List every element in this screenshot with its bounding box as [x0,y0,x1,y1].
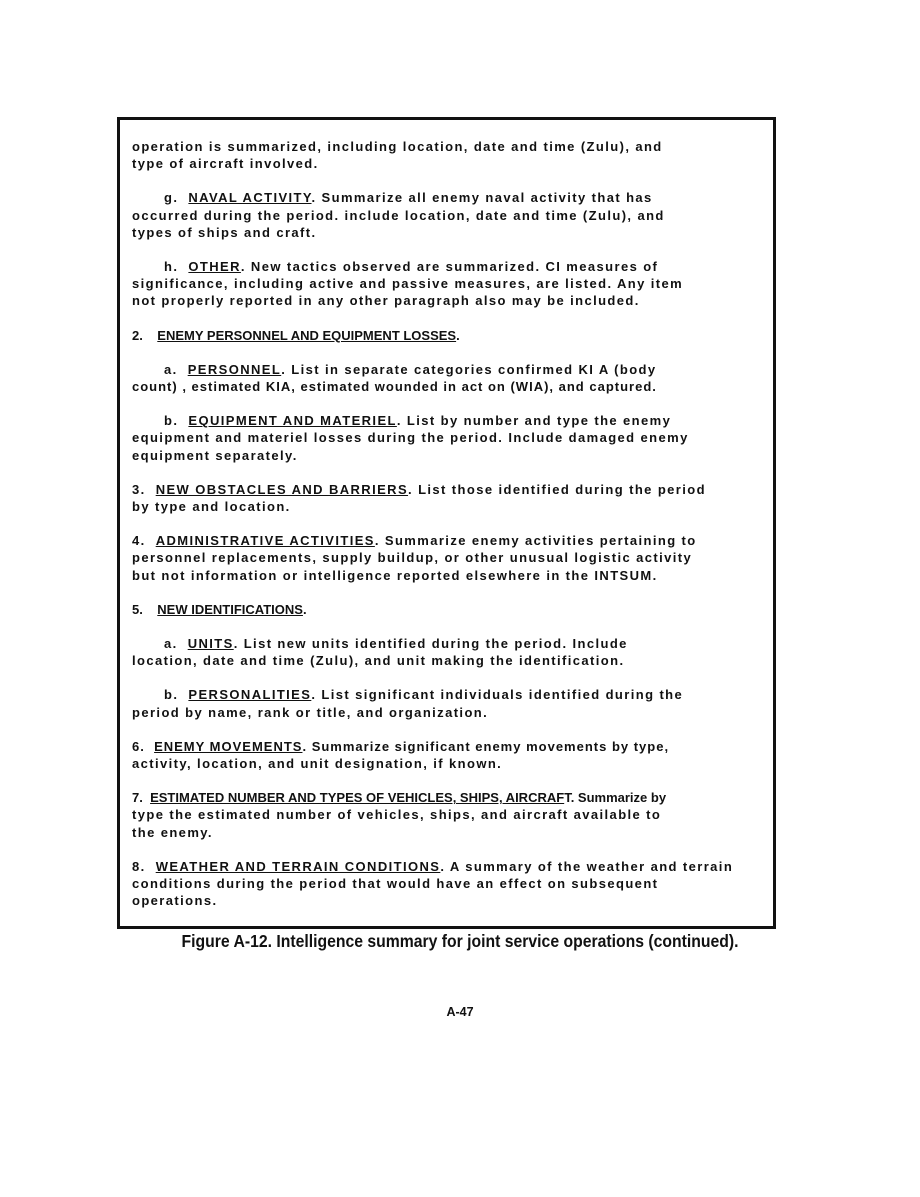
heading-personnel: PERSONNEL [187,361,282,377]
section-6-first-line: 6. ENEMY MOVEMENTS. Summarize significant enemy movements by type, [132,738,670,754]
section-number: 4. [132,533,146,549]
intro-line: operation is summarized, including location, date and time (Zulu), and [132,139,663,154]
heading-other: OTHER [188,259,241,275]
paragraph-h-first-line: h. OTHER. New tactics observed are summarized. CI measures of [164,259,659,275]
paragraph-line: count) , estimated KIA, estimated wounded in act on (WIA), and captured. [132,379,657,395]
heading-units: UNITS [187,636,234,652]
frame-content [132,138,757,910]
section-number: 3. [132,481,146,497]
heading-new-identifications: NEW IDENTIFICATIONS [157,601,303,617]
document-frame [117,117,776,929]
heading-enemy-losses: ENEMY PERSONNEL AND EQUIPMENT LOSSES [157,327,457,343]
paragraph-line: not properly reported in any other paragraph also may be included. [132,293,640,309]
section-4-first-line: 4. ADMINISTRATIVE ACTIVITIES. Summarize enemy activities pertaining to [132,533,697,549]
section-3-first-line: 3. NEW OBSTACLES AND BARRIERS. List those identified during the period [132,481,706,497]
paragraph-line: personnel replacements, supply buildup, or other unusual logistic activity [132,550,693,566]
paragraph-5a-first-line: a. UNITS. List new units identified during the period. Include [164,636,628,652]
item-label: b. [164,687,179,703]
section-number: 6. [132,738,145,754]
intro-line: type of aircraft involved. [132,156,319,172]
item-label: a. [164,361,178,377]
item-label: b. [164,413,179,429]
heading-naval-activity: NAVAL ACTIVITY [188,190,312,206]
paragraph-line: period by name, rank or title, and organization. [132,704,489,720]
figure-caption: Figure A-12. Intelligence summary for joint service operations (continued). [181,931,739,951]
page-number: A-47 [446,1005,474,1019]
section-number: 5. [132,601,143,617]
paragraph-line: type the estimated number of vehicles, ships, and aircraft available to [132,807,662,823]
heading-personalities: PERSONALITIES [188,687,312,703]
paragraph-line: conditions during the period that would have an effect on subsequent [132,876,659,892]
section-number: 8. [132,858,146,874]
paragraph-line: significance, including active and passive measures, are listed. Any item [132,276,684,292]
section-number: 2. [132,327,143,343]
heading-equipment-materiel: EQUIPMENT AND MATERIEL [188,413,397,429]
section-7-first-line: 7. ESTIMATED NUMBER AND TYPES OF VEHICLES, SHIPS, AIRCRAFT. Summarize by [132,790,667,806]
item-label: a. [164,636,178,652]
paragraph-g-first-line: g. NAVAL ACTIVITY. Summarize all enemy naval activity that has [164,190,653,206]
section-number: 7. [132,790,143,806]
paragraph-line: types of ships and craft. [132,224,317,240]
paragraph-line: by type and location. [132,499,291,515]
paragraph-line: location, date and time (Zulu), and unit making the identification. [132,653,625,669]
heading-estimated-number: ESTIMATED NUMBER AND TYPES OF VEHICLES, SHIPS, AIRCRAF [150,790,565,806]
paragraph-line: activity, location, and unit designation, if known. [132,756,503,772]
paragraph-2a-first-line: a. PERSONNEL. List in separate categories confirmed KI A (body [164,361,657,377]
paragraph-line: the enemy. [132,824,213,840]
section-5-heading: 5. NEW IDENTIFICATIONS. [132,601,307,617]
heading-obstacles-barriers: NEW OBSTACLES AND BARRIERS [155,481,409,497]
heading-administrative-activities: ADMINISTRATIVE ACTIVITIES [155,533,375,549]
section-8-first-line: 8. WEATHER AND TERRAIN CONDITIONS. A summary of the weather and terrain [132,858,734,874]
heading-weather-terrain: WEATHER AND TERRAIN CONDITIONS [155,858,441,874]
paragraph-5b-first-line: b. PERSONALITIES. List significant individuals identified during the [164,687,684,703]
paragraph-line: operations. [132,893,218,909]
paragraph-line: occurred during the period. include location, date and time (Zulu), and [132,207,665,223]
paragraph-line: equipment and materiel losses during the period. Include damaged enemy [132,430,689,446]
paragraph-line: equipment separately. [132,447,298,463]
heading-enemy-movements: ENEMY MOVEMENTS [154,738,303,754]
paragraph-line: but not information or intelligence reported elsewhere in the INTSUM. [132,567,658,583]
item-label: g. [164,190,179,206]
section-2-heading: 2. ENEMY PERSONNEL AND EQUIPMENT LOSSES. [132,327,460,343]
paragraph-2b-first-line: b. EQUIPMENT AND MATERIEL. List by number and type the enemy [164,413,672,429]
item-label: h. [164,259,179,275]
